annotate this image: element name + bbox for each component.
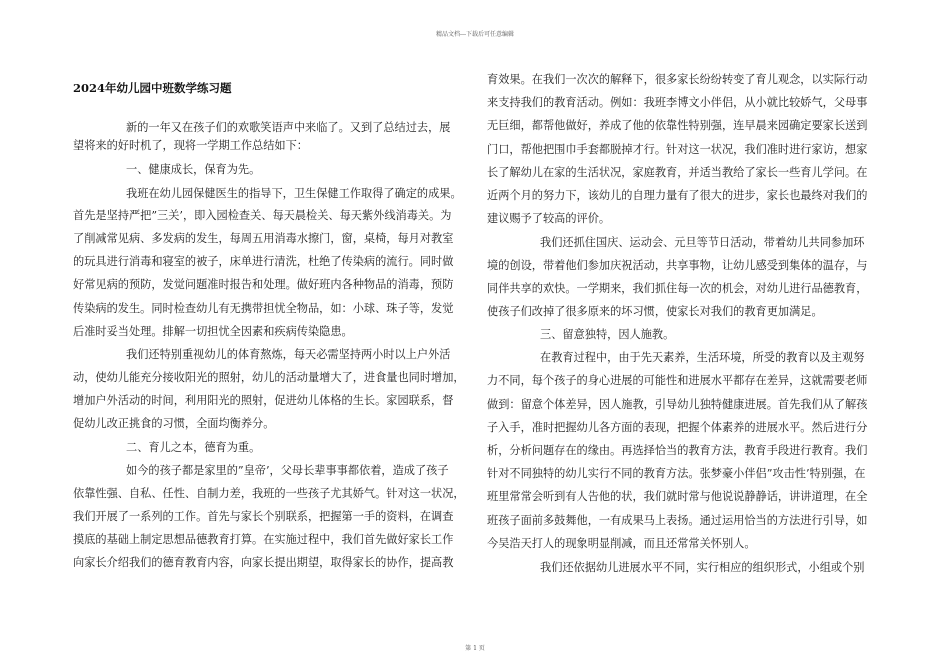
text-line: 我们还抓住国庆、运动会、元旦等节日活动，带着幼儿共同参加环 (540, 236, 865, 249)
text-line: 近两个月的努力下，该幼儿的自理力量有了很大的进步，家长也最终对我们的 (487, 189, 868, 202)
text-line: 子入手，准时把握幼儿各方面的表现，把握个体素养的进展水平。然后进行分 (487, 421, 868, 434)
text-line: 好常见病的预防，发觉问题准时报告和处理。做好班内各种物品的消毒，预防 (73, 278, 454, 291)
text-line: 析，分析问题存在的缘由。再选择恰当的教育方法，教育手段进行教育。我们 (487, 444, 868, 457)
text-line: 境的创设，带着他们参加庆祝活动，共享事物，让幼儿感受到集体的温存，与 (487, 259, 868, 272)
text-line: 增加户外活动的时间，利用阳光的照射，促进幼儿体格的生长。家园联系，督 (73, 394, 454, 407)
page-footer: 第 1 页 (465, 645, 485, 652)
text-line: 力不同，每个孩子的身心进展的可能性和进展水平都存在差异，这就需要老师 (487, 374, 868, 387)
text-line: 同伴共享的欢快。一学期来，我们抓住每一次的机会，对幼儿进行品德教育， (487, 282, 868, 295)
text-line: 我们还依据幼儿进展水平不同，实行相应的组织形式，小组或个别 (540, 561, 865, 574)
text-line: 一、健康成长，保育为先。 (126, 163, 261, 176)
text-line: 新的一年又在孩子们的欢歌笑语声中来临了。又到了总结过去，展 (126, 121, 451, 134)
page-header: 精品文档---下载后可任意编辑 (435, 31, 515, 38)
text-line: 传染病的发生。同时检查幼儿有无携带担忧全物品，如：小球、珠子等，发觉 (73, 302, 454, 315)
text-line: 后准时妥当处理。排解一切担忧全因素和疾病传染隐患。 (73, 325, 353, 338)
text-line: 育效果。在我们一次次的解释下，很多家长纷纷转变了育儿观念，以实际行动 (487, 73, 868, 86)
text-line: 我班在幼儿园保健医生的指导下，卫生保健工作取得了确定的成果。 (126, 187, 462, 200)
text-line: 班孩子面前多鼓舞他，一有成果马上表扬。通过运用恰当的方法进行引导，如 (487, 514, 868, 527)
text-line: 门口，帮他把围巾手套都脱掉才行。针对这一状况，我们准时进行家访，想家 (487, 143, 868, 156)
text-line: 首先是坚持严把”三关’，即入园检查关、每天晨检关、每天紫外线消毒关。为 (73, 209, 452, 222)
text-line: 我们开展了一系列的工作。首先与家长个别联系，把握第一手的资料，在调查 (73, 510, 454, 523)
text-line: 望将来的好时机了，现将一学期工作总结如下： (73, 139, 308, 152)
text-line: 动，使幼儿能充分接收阳光的照射，幼儿的活动量增大了，进食量也同时增加， (73, 371, 465, 384)
document-title: 2024年幼儿园中班数学练习题 (73, 81, 232, 95)
text-line: 二、育儿之本，德育为重。 (126, 441, 261, 454)
text-line: 班里常常会听到有人告他的状，我们就时常与他说说静静话，讲讲道理，在全 (487, 490, 868, 503)
text-line: 促幼儿改正挑食的习惯，全面均衡养分。 (73, 417, 275, 430)
text-line: 如今的孩子都是家里的”皇帝’，父母长辈事事都依着，造成了孩子 (126, 464, 449, 477)
text-line: 针对不同独特的幼儿实行不同的教育方法。张梦豪小伴侣”攻击性’特别强，在 (487, 467, 866, 480)
text-line: 三、留意独特，因人施教。 (540, 328, 675, 341)
text-line: 的玩具进行消毒和寝室的被子，床单进行清洗，杜绝了传染病的流行。同时做 (73, 255, 454, 268)
text-line: 向家长介绍我们的德育教育内容，向家长提出期望，取得家长的协作，提高教 (73, 556, 454, 569)
text-line: 建议赐予了较高的评价。 (487, 212, 611, 225)
text-line: 我们还特别重视幼儿的体育熬炼，每天必需坚持两小时以上户外活 (126, 348, 451, 361)
text-line: 长了解幼儿在家的生活状况，家庭教育，并适当教给了家长一些育儿学问。在 (487, 166, 868, 179)
text-line: 依靠性强、自私、任性、自制力差，我班的一些孩子尤其娇气。针对这一状况， (73, 487, 465, 500)
text-line: 摸底的基础上制定思想品德教育打算。在实施过程中，我们首先做好家长工作 (73, 533, 454, 546)
text-line: 使孩子们改掉了很多原来的坏习惯，使家长对我们的教育更加满足。 (487, 305, 823, 318)
text-line: 无巨细，都帮他做好，养成了他的依靠性特别强，连早晨来园确定要家长送到 (487, 119, 868, 132)
text-line: 来支持我们的教育活动。例如：我班李博文小伴侣，从小就比较娇气，父母事 (487, 96, 868, 109)
text-line: 在教育过程中，由于先天素养，生活环境，所受的教育以及主观努 (540, 351, 865, 364)
text-line: 做到：留意个体差异，因人施教，引导幼儿独特健康进展。首先我们从了解孩 (487, 398, 868, 411)
text-line: 了削减常见病、多发病的发生，每周五用消毒水擦门，窗，桌椅，每月对教室 (73, 232, 454, 245)
text-line: 今吴浩天打人的现象明显削减，而且还常常关怀别人。 (487, 537, 756, 550)
